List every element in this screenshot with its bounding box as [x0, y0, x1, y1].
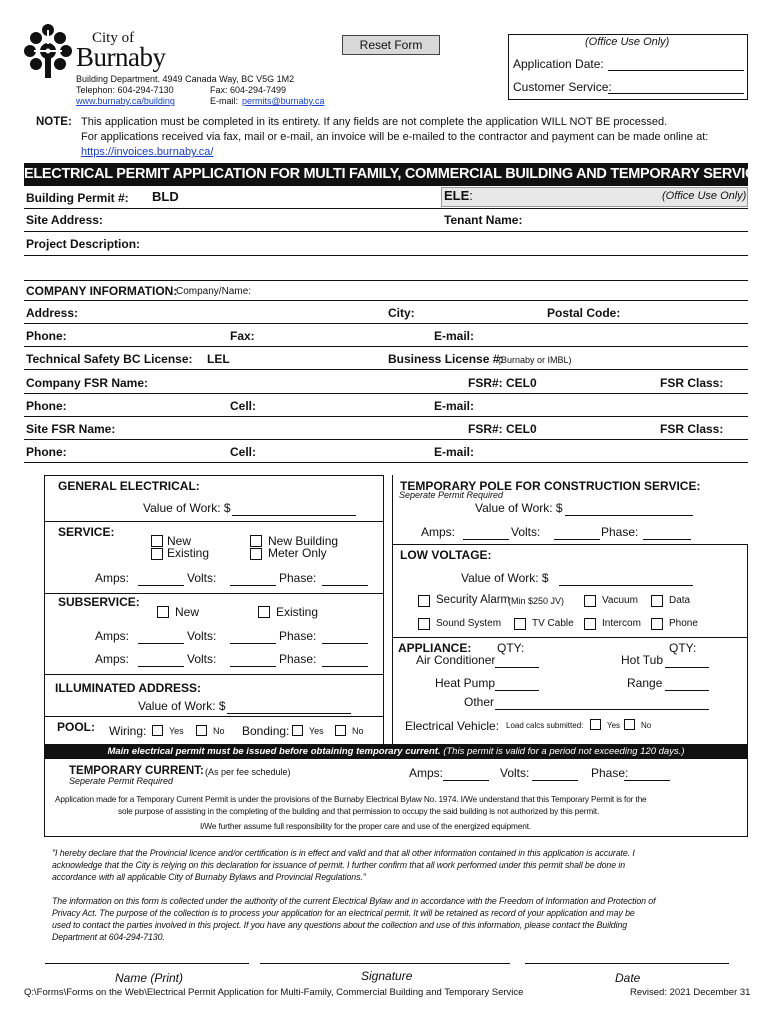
- hot-tub-qty-field[interactable]: [665, 667, 709, 668]
- building-permit-label: Building Permit #:: [26, 191, 129, 205]
- temp-pole-amps-field[interactable]: [463, 539, 509, 540]
- site-fsr-label: Site FSR Name:: [26, 422, 116, 436]
- wiring-yes-label: Yes: [169, 726, 184, 736]
- privacy-line4: Department at 604-294-7130.: [52, 932, 165, 942]
- service-phase-field[interactable]: [322, 585, 368, 586]
- bonding-no-label: No: [352, 726, 364, 736]
- sound-system-label: Sound System: [436, 618, 502, 629]
- temp-current-para3: I/We further assume full responsibility for the proper care and use of the energized equipment.: [200, 821, 532, 831]
- service-meter-only-label: Meter Only: [268, 546, 327, 560]
- sub2-amps-label: Amps:: [95, 652, 130, 666]
- pool-heading: POOL:: [57, 720, 95, 734]
- customer-service-field[interactable]: [608, 93, 744, 94]
- security-alarm-label: Security Alarm: [436, 594, 511, 606]
- name-print-line[interactable]: [45, 963, 249, 964]
- sub1-phase-label: Phase:: [279, 629, 317, 643]
- customer-service-label: Customer Service:: [513, 80, 612, 94]
- project-description-field[interactable]: [140, 234, 746, 278]
- banner-text: Main electrical permit must be issued before obtaining temporary current.: [107, 746, 441, 757]
- service-volts-label: Volts:: [187, 571, 217, 585]
- site-address-label: Site Address:: [26, 213, 103, 227]
- tsbc-license-label: Technical Safety BC License:: [26, 352, 193, 366]
- heat-pump-qty-field[interactable]: [495, 690, 539, 691]
- phone-label-lv: Phone: [669, 618, 698, 629]
- signature-line[interactable]: [260, 963, 510, 964]
- company-info-heading: COMPANY INFORMATION:: [26, 284, 178, 298]
- building-permit-prefix: BLD: [152, 189, 179, 204]
- phone-label: Phone:: [26, 329, 67, 343]
- tv-cable-label: TV Cable: [532, 618, 574, 629]
- security-alarm-checkbox[interactable]: [418, 595, 430, 607]
- email-link[interactable]: permits@burnaby.ca: [242, 96, 325, 106]
- temporary-current-sub: Seperate Permit Required: [69, 776, 174, 786]
- temp-pole-sub: Seperate Permit Required: [399, 490, 504, 500]
- bonding-yes-checkbox[interactable]: [292, 725, 303, 736]
- bonding-yes-label: Yes: [309, 726, 324, 736]
- business-license-label: Business License #:: [388, 352, 504, 366]
- tenant-name-label: Tenant Name:: [444, 213, 523, 227]
- name-print-label: Name (Print): [115, 971, 184, 985]
- temp-pole-phase-field[interactable]: [643, 539, 691, 540]
- business-license-hint: (Burnaby or IMBL): [498, 355, 572, 365]
- temp-current-para1: Application made for a Temporary Current Permit is under the provisions of the Burnaby Electrical Bylaw No. 1974. I/We understand that this Temporary Permit is for the: [55, 794, 647, 804]
- city-of-text: City of: [92, 30, 135, 46]
- service-existing-checkbox[interactable]: [151, 548, 163, 560]
- postal-code-label: Postal Code:: [547, 306, 621, 320]
- fax-label: Fax:: [230, 329, 255, 343]
- data-checkbox[interactable]: [651, 595, 663, 607]
- email-label-company: E-mail:: [434, 329, 475, 343]
- illuminated-value-label: Value of Work: $: [138, 699, 226, 713]
- temporary-current-heading: TEMPORARY CURRENT:: [69, 765, 204, 777]
- pool-wiring-label: Wiring:: [109, 724, 147, 738]
- email-label: E-mail:: [210, 96, 239, 106]
- hot-tub-label: Hot Tub: [621, 653, 664, 667]
- heat-pump-label: Heat Pump: [435, 676, 496, 690]
- service-new-label: New: [167, 534, 192, 548]
- electrical-vehicle-label: Electrical Vehicle:: [405, 719, 500, 733]
- cell-label: Cell:: [230, 399, 257, 413]
- service-volts-field[interactable]: [230, 585, 276, 586]
- fsr-number2-label: FSR#: CEL0: [468, 422, 537, 436]
- pool-bonding-label: Bonding:: [242, 724, 290, 738]
- service-new-building-checkbox[interactable]: [250, 535, 262, 547]
- vacuum-label: Vacuum: [602, 595, 638, 606]
- temp-pole-value-label: Value of Work: $: [475, 501, 563, 515]
- load-calcs-label: Load calcs submitted:: [506, 721, 584, 730]
- sub2-phase-field[interactable]: [322, 666, 368, 667]
- website-link[interactable]: www.burnaby.ca/building: [76, 96, 175, 106]
- phone-checkbox[interactable]: [651, 618, 663, 630]
- temp-current-phase-field[interactable]: [624, 780, 670, 781]
- appliance-qty2-label: QTY:: [669, 641, 697, 655]
- form-title-bar: [24, 163, 765, 186]
- company-name-label: Company/Name:: [176, 286, 252, 297]
- application-date-label: Application Date:: [513, 57, 604, 71]
- sub1-volts-label: Volts:: [187, 629, 217, 643]
- appliance-qty1-label: QTY:: [497, 641, 525, 655]
- phone3-label: Phone:: [26, 445, 67, 459]
- sub1-amps-field[interactable]: [138, 643, 184, 644]
- illuminated-address-heading: ILLUMINATED ADDRESS:: [55, 681, 201, 695]
- ele-text: ELE: [444, 188, 470, 203]
- wiring-no-checkbox[interactable]: [196, 725, 207, 736]
- service-new-checkbox[interactable]: [151, 535, 163, 547]
- sub2-amps-field[interactable]: [138, 666, 184, 667]
- subservice-heading: SUBSERVICE:: [58, 595, 140, 609]
- service-new-building-label: New Building: [268, 534, 339, 548]
- sub2-volts-field[interactable]: [230, 666, 276, 667]
- service-meter-only-checkbox[interactable]: [250, 548, 262, 560]
- telephone: Telephon: 604-294-7130: [76, 85, 174, 95]
- intercom-label: Intercom: [602, 618, 641, 629]
- service-amps-label: Amps:: [95, 571, 130, 585]
- data-label: Data: [669, 595, 691, 606]
- invoices-link[interactable]: https://invoices.burnaby.ca/: [81, 146, 214, 158]
- illuminated-value-field[interactable]: [227, 713, 351, 714]
- building-permit-field[interactable]: [180, 189, 438, 205]
- note-label: NOTE:: [36, 116, 72, 128]
- project-description-label: Project Description:: [26, 237, 141, 251]
- appliance-heading: APPLIANCE:: [398, 641, 472, 655]
- privacy-line2: Privacy Act. The purpose of the collection is to process your application for an electrical permit. It will be retained as record of your application and may be: [52, 908, 635, 918]
- service-phase-label: Phase:: [279, 571, 317, 585]
- vacuum-checkbox[interactable]: [584, 595, 596, 607]
- temporary-current-banner: [44, 744, 748, 759]
- air-conditioner-label: Air Conditioner: [416, 653, 496, 667]
- city-label: City:: [388, 306, 415, 320]
- date-label: Date: [615, 971, 641, 985]
- load-calcs-no-checkbox[interactable]: [624, 719, 635, 730]
- general-value-field[interactable]: [232, 515, 356, 516]
- tsbc-prefix: LEL: [207, 352, 230, 366]
- form-title: ELECTRICAL PERMIT APPLICATION FOR MULTI FAMILY, COMMERCIAL BUILDING AND TEMPORARY SERVICE: [24, 166, 765, 182]
- temp-pole-heading: TEMPORARY POLE FOR CONSTRUCTION SERVICE:: [400, 479, 701, 493]
- temp-pole-phase-label: Phase:: [601, 525, 639, 539]
- service-amps-field[interactable]: [138, 585, 184, 586]
- air-conditioner-qty-field[interactable]: [495, 667, 539, 668]
- fax: Fax: 604-294-7499: [210, 85, 287, 95]
- banner-suffix: (This permit is valid for a period not exceeding 120 days.): [443, 746, 685, 757]
- burnaby-wordmark: Burnaby: [76, 42, 166, 72]
- temp-current-volts-label: Volts:: [500, 766, 530, 780]
- temp-pole-amps-label: Amps:: [421, 525, 456, 539]
- general-electrical-heading: GENERAL ELECTRICAL:: [58, 479, 200, 493]
- ele-colon: :: [469, 188, 473, 203]
- application-date-field[interactable]: [608, 70, 744, 71]
- sub1-volts-field[interactable]: [230, 643, 276, 644]
- footer-file-path: Q:\Forms\Forms on the Web\Electrical Permit Application for Multi-Family, Commercial Building and Temporary Service: [24, 987, 524, 998]
- address-label: Address:: [26, 306, 79, 320]
- reset-form-label: Reset Form: [359, 38, 423, 52]
- declaration-line2: acknowledge that the City is relying on this declaration for issuance of permit. I further confirm that all work performed under this permit shall be done in: [52, 860, 626, 870]
- bonding-no-checkbox[interactable]: [335, 725, 346, 736]
- subservice-existing-label: Existing: [276, 605, 319, 619]
- service-heading: SERVICE:: [58, 525, 115, 539]
- ele-office-use: (Office Use Only): [662, 190, 747, 202]
- sub1-phase-field[interactable]: [322, 643, 368, 644]
- cell2-label: Cell:: [230, 445, 257, 459]
- signature-label: Signature: [361, 969, 413, 983]
- load-calcs-yes-checkbox[interactable]: [590, 719, 601, 730]
- subservice-existing-checkbox[interactable]: [258, 606, 270, 618]
- low-voltage-heading: LOW VOLTAGE:: [400, 548, 492, 562]
- department-address: Building Department. 4949 Canada Way, BC V5G 1M2: [76, 74, 295, 84]
- temp-current-para2: sole purpose of assisting in the completing of the building and that permission to occupy the said building is not authorized by this permit.: [118, 806, 600, 816]
- sound-system-checkbox[interactable]: [418, 618, 430, 630]
- other-label: Other: [464, 695, 495, 709]
- tv-cable-checkbox[interactable]: [514, 618, 526, 630]
- fsr-class2-label: FSR Class:: [660, 422, 724, 436]
- privacy-line3: used to contact the parties involved in this project. If you have any questions about the collection and use of this information, please contact the Building: [52, 920, 628, 930]
- email2-label: E-mail:: [434, 399, 475, 413]
- privacy-line1: The information on this form is collected under the authority of the current Electrical Bylaw and in accordance with the Freedom of Information and Protection of: [52, 896, 656, 906]
- low-voltage-value-label: Value of Work: $: [461, 571, 549, 585]
- footer-revised: Revised: 2021 December 31: [630, 987, 751, 998]
- general-value-label: Value of Work: $: [143, 501, 231, 515]
- office-use-title: (Office Use Only): [585, 36, 670, 48]
- burnaby-snowflake-logo: [22, 22, 74, 80]
- ele-label: [444, 188, 473, 203]
- temp-current-volts-field[interactable]: [532, 780, 578, 781]
- range-label: Range: [627, 676, 663, 690]
- fsr-class-label: FSR Class:: [660, 376, 724, 390]
- date-line[interactable]: [525, 963, 729, 964]
- declaration-line3: accordance with all applicable City of Burnaby Bylaws and Provincial Regulations.": [52, 872, 366, 882]
- temporary-current-hint: (As per fee schedule): [205, 767, 291, 777]
- subservice-new-label: New: [175, 605, 200, 619]
- email3-label: E-mail:: [434, 445, 475, 459]
- reset-form-button[interactable]: [342, 35, 440, 55]
- load-calcs-no-label: No: [641, 721, 652, 730]
- temp-current-amps-label: Amps:: [409, 766, 444, 780]
- sub2-volts-label: Volts:: [187, 652, 217, 666]
- security-alarm-hint: (Min $250 JV): [508, 596, 565, 606]
- other-field[interactable]: [495, 709, 709, 710]
- phone2-label: Phone:: [26, 399, 67, 413]
- note-line1: This application must be completed in its entirety. If any fields are not complete the application WILL NOT BE processed.: [81, 116, 668, 128]
- wiring-no-label: No: [213, 726, 225, 736]
- temp-current-phase-label: Phase:: [591, 766, 629, 780]
- intercom-checkbox[interactable]: [584, 618, 596, 630]
- temp-pole-volts-label: Volts:: [511, 525, 541, 539]
- temp-pole-volts-field[interactable]: [554, 539, 600, 540]
- temp-pole-value-field[interactable]: [565, 515, 693, 516]
- declaration-line1: "I hereby declare that the Provincial licence and/or certification is in effect and valid and that all other information contained in this application is accurate. I: [52, 848, 635, 858]
- temp-current-amps-field[interactable]: [443, 780, 489, 781]
- load-calcs-yes-label: Yes: [607, 721, 621, 730]
- low-voltage-value-field[interactable]: [559, 585, 693, 586]
- sub1-amps-label: Amps:: [95, 629, 130, 643]
- subservice-new-checkbox[interactable]: [157, 606, 169, 618]
- wiring-yes-checkbox[interactable]: [152, 725, 163, 736]
- sub2-phase-label: Phase:: [279, 652, 317, 666]
- fsr-number-label: FSR#: CEL0: [468, 376, 537, 390]
- note-line2: For applications received via fax, mail or e-mail, an invoice will be e-mailed to the contractor and payment can be made online at:: [81, 131, 709, 143]
- company-fsr-label: Company FSR Name:: [26, 376, 149, 390]
- range-qty-field[interactable]: [665, 690, 709, 691]
- service-existing-label: Existing: [167, 546, 210, 560]
